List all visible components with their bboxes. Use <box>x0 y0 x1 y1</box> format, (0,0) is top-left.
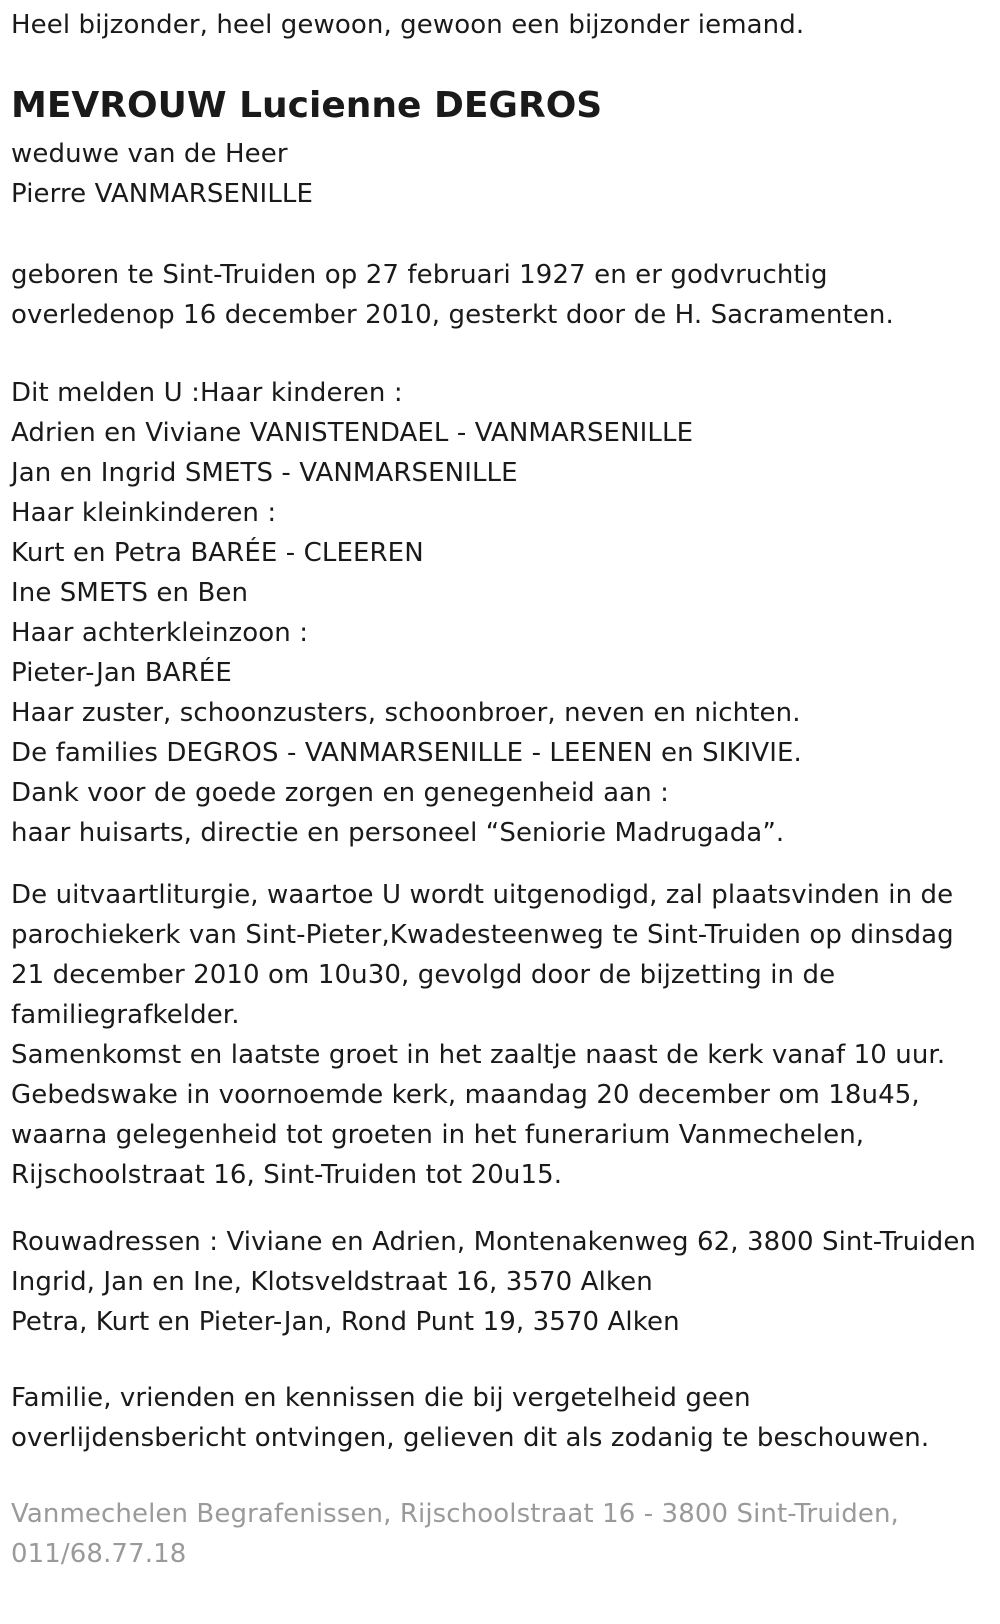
family-line: Dank voor de goede zorgen en genegenheid aan : <box>11 778 670 808</box>
family-line: Adrien en Viviane VANISTENDAEL - VANMARSENILLE <box>11 418 694 448</box>
funeral-line: Samenkomst en laatste groet in het zaaltje naast de kerk vanaf 10 uur. <box>11 1040 946 1070</box>
birth-death-line: overledenop 16 december 2010, gesterkt door de H. Sacramenten. <box>11 300 894 330</box>
birth-death-line: geboren te Sint-Truiden op 27 februari 1927 en er godvruchtig <box>11 260 828 290</box>
family-block <box>11 373 802 853</box>
funeral-block <box>11 875 954 1195</box>
address-line: Ingrid, Jan en Ine, Klotsveldstraat 16, 3570 Alken <box>11 1267 653 1297</box>
widow-line: weduwe van de Heer <box>11 139 288 169</box>
birth-death-block <box>11 255 894 335</box>
mourning-addresses-block <box>11 1222 976 1342</box>
deceased-name: MEVROUW Lucienne DEGROS <box>11 85 603 126</box>
note-line: Familie, vrienden en kennissen die bij vergetelheid geen <box>11 1383 751 1413</box>
funeral-line: waarna gelegenheid tot groeten in het funerarium Vanmechelen, <box>11 1120 865 1150</box>
funeral-line: Gebedswake in voornoemde kerk, maandag 20 december om 18u45, <box>11 1080 920 1110</box>
family-line: haar huisarts, directie en personeel “Seniorie Madrugada”. <box>11 818 785 848</box>
note-line: overlijdensbericht ontvingen, gelieven dit als zodanig te beschouwen. <box>11 1423 930 1453</box>
family-line: De families DEGROS - VANMARSENILLE - LEENEN en SIKIVIE. <box>11 738 802 768</box>
footer-line: Vanmechelen Begrafenissen, Rijschoolstraat 16 - 3800 Sint-Truiden, <box>11 1499 899 1529</box>
funeral-line: De uitvaartliturgie, waartoe U wordt uitgenodigd, zal plaatsvinden in de <box>11 880 954 910</box>
family-line: Pieter-Jan BARÉE <box>11 658 232 688</box>
family-line: Haar kleinkinderen : <box>11 498 277 528</box>
widow-line: Pierre VANMARSENILLE <box>11 179 314 209</box>
closing-note-block <box>11 1378 929 1458</box>
family-line: Ine SMETS en Ben <box>11 578 249 608</box>
funeral-line: familiegrafkelder. <box>11 1000 240 1030</box>
footer-phone: 011/68.77.18 <box>11 1539 187 1569</box>
address-line: Petra, Kurt en Pieter-Jan, Rond Punt 19, 3570 Alken <box>11 1307 680 1337</box>
intro-quote: Heel bijzonder, heel gewoon, gewoon een bijzonder iemand. <box>11 10 805 40</box>
address-line: Rouwadressen : Viviane en Adrien, Montenakenweg 62, 3800 Sint-Truiden <box>11 1227 976 1257</box>
family-line: Kurt en Petra BARÉE - CLEEREN <box>11 538 424 568</box>
funeral-line: parochiekerk van Sint-Pieter,Kwadesteenweg te Sint-Truiden op dinsdag <box>11 920 954 950</box>
family-line: Haar zuster, schoonzusters, schoonbroer, neven en nichten. <box>11 698 801 728</box>
family-line: Haar achterkleinzoon : <box>11 618 309 648</box>
widow-block <box>11 134 313 214</box>
funeral-home-footer <box>11 1494 899 1574</box>
funeral-line: 21 december 2010 om 10u30, gevolgd door de bijzetting in de <box>11 960 836 990</box>
family-line: Jan en Ingrid SMETS - VANMARSENILLE <box>11 458 518 488</box>
funeral-line: Rijschoolstraat 16, Sint-Truiden tot 20u15. <box>11 1160 563 1190</box>
family-line: Dit melden U :Haar kinderen : <box>11 378 403 408</box>
